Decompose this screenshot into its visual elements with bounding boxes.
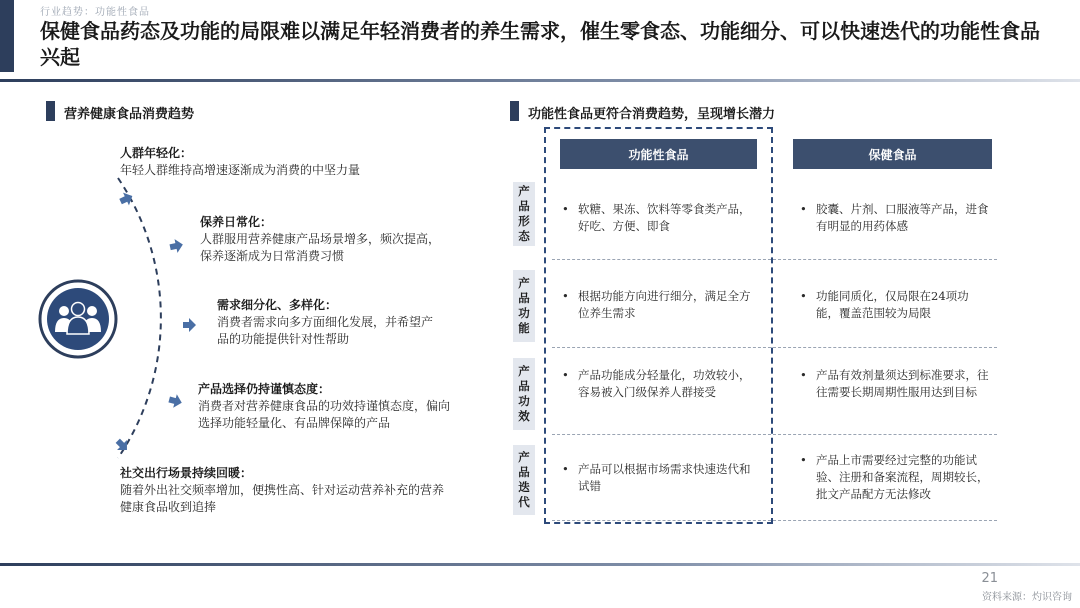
people-group-icon [37,278,119,360]
arrow-right-icon [182,318,196,332]
left-section-title: 营养健康食品消费趋势 [64,107,195,122]
row-label: 产品功能 [513,270,535,342]
page-title: 保健食品药态及功能的局限难以满足年轻消费者的养生需求，催生零食态、功能细分、可以快速迭代的功能性食品兴起 [40,19,1040,69]
trend-description: 年轻人群维持高增速逐渐成为消费的中坚力量 [120,163,361,177]
column-header-functional: 功能性食品 [560,139,757,169]
row-label: 产品形态 [513,182,535,246]
cell-health: • 功能同质化，仅局限在24项功能，覆盖范围较为局限 [800,289,969,320]
right-section-title: 功能性食品更符合消费趋势，呈现增长潜力 [528,107,776,122]
arrow-right-icon [119,192,133,206]
source-note: 资料来源：灼识咨询 [982,592,1072,603]
trend-title: 产品选择仍持谨慎态度： [198,382,331,396]
row-divider [552,434,997,435]
cell-functional: • 根据功能方向进行细分，满足全方位养生需求 [562,289,751,320]
right-section-marker [510,101,519,121]
trend-description: 随着外出社交频率增加，便携性高、针对运动营养补充的营养健康食品收到追捧 [120,483,445,514]
page-number: 21 [981,571,998,586]
cell-functional: • 软糖、果冻、饮料等零食类产品，好吃、方便、即食 [562,202,751,233]
row-label: 产品功效 [513,358,535,430]
row-divider [552,347,997,348]
trend-title: 人群年轻化： [120,146,193,160]
row-divider [552,259,997,260]
footer-divider [0,563,1080,566]
cell-health: • 胶囊、片剂、口服液等产品，进食有明显的用药体感 [800,202,989,233]
row-label: 产品迭代 [513,445,535,515]
row-divider [552,520,997,521]
trend-title: 保养日常化： [200,215,273,229]
cell-health: • 产品上市需要经过完整的功能试验、注册和备案流程，周期较长，批文产品配方无法修改 [800,453,989,501]
column-header-health: 保健食品 [793,139,992,169]
trend-title: 需求细分化、多样化： [217,298,338,312]
arrow-right-icon [168,394,182,408]
arrow-right-icon [115,438,129,452]
cell-functional: • 产品可以根据市场需求快速迭代和试错 [562,462,751,493]
cell-functional: • 产品功能成分轻量化，功效较小，容易被入门级保养人群接受 [562,368,751,399]
trend-description: 消费者对营养健康食品的功效持谨慎态度，偏向选择功能轻量化、有品牌保障的产品 [198,399,451,430]
breadcrumb: 行业趋势：功能性食品 [40,7,150,18]
arrow-right-icon [169,239,183,253]
trend-title: 社交出行场景持续回暖： [120,466,253,480]
trend-description: 人群服用营养健康产品场景增多，频次提高，保养逐渐成为日常消费习惯 [200,232,441,263]
cell-health: • 产品有效剂量须达到标准要求，往往需要长期周期性服用达到目标 [800,368,989,399]
trend-description: 消费者需求向多方面细化发展，并希望产品的功能提供针对性帮助 [217,315,434,346]
